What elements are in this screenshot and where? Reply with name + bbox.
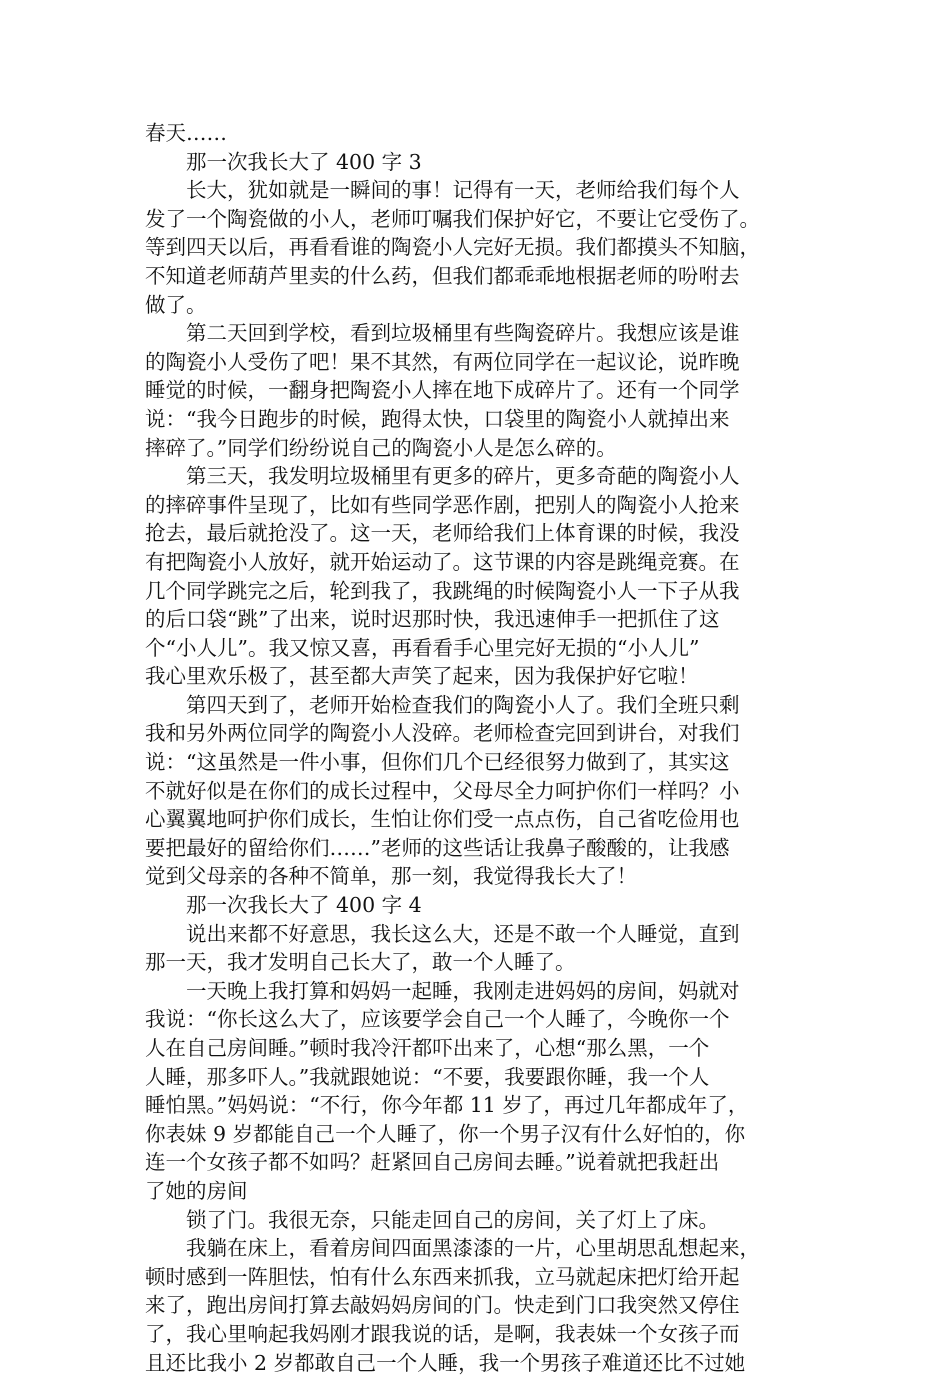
- section-heading: 那一次我长大了 400 字 3: [186, 149, 422, 174]
- text-line: 我说：“你长这么大了，应该要学会自己一个人睡了，今晚你一个: [145, 1007, 730, 1032]
- text-line: 第二天回到学校，看到垃圾桶里有些陶瓷碎片。我想应该是谁: [186, 321, 740, 346]
- text-line: 第三天，我发明垃圾桶里有更多的碎片，更多奇葩的陶瓷小人: [186, 464, 740, 489]
- text-line: 不就好似是在你们的成长过程中，父母尽全力呵护你们一样吗？小: [145, 778, 740, 803]
- text-line: 几个同学跳完之后，轮到我了，我跳绳的时候陶瓷小人一下子从我: [145, 578, 740, 603]
- text-line: 且还比我小 2 岁都敢自己一个人睡，我一个男孩子难道还比不过她: [145, 1350, 746, 1375]
- text-line: 有把陶瓷小人放好，就开始运动了。这节课的内容是跳绳竞赛。在: [145, 549, 740, 574]
- text-line: 一天晚上我打算和妈妈一起睡，我刚走进妈妈的房间，妈就对: [186, 978, 740, 1003]
- text-line: 了她的房间: [145, 1178, 248, 1203]
- text-line: 你表妹 9 岁都能自己一个人睡了，你一个男子汉有什么好怕的，你: [145, 1121, 746, 1146]
- text-line: 第四天到了，老师开始检查我们的陶瓷小人了。我们全班只剩: [186, 692, 740, 717]
- text-line: 摔碎了。”同学们纷纷说自己的陶瓷小人是怎么碎的。: [145, 435, 617, 460]
- text-line: 春天……: [145, 121, 227, 145]
- text-line: 连一个女孩子都不如吗？赶紧回自己房间去睡。”说着就把我赶出: [145, 1150, 720, 1175]
- text-line: 觉到父母亲的各种不简单，那一刻，我觉得我长大了！: [145, 864, 637, 889]
- text-line: 的后口袋“跳”了出来，说时迟那时快，我迅速伸手一把抓住了这: [145, 607, 720, 632]
- text-line: 那一天，我才发明自己长大了，敢一个人睡了。: [145, 950, 576, 975]
- text-line: 睡觉的时候，一翻身把陶瓷小人摔在地下成碎片了。还有一个同学: [145, 378, 740, 403]
- text-line: 长大，犹如就是一瞬间的事！记得有一天，老师给我们每个人: [186, 178, 740, 203]
- text-line: 抢去，最后就抢没了。这一天，老师给我们上体育课的时候，我没: [145, 521, 740, 546]
- text-line: 人睡，那多吓人。”我就跟她说：“不要，我要跟你睡，我一个人: [145, 1064, 710, 1089]
- text-line: 我和另外两位同学的陶瓷小人没碎。老师检查完回到讲台，对我们: [145, 721, 740, 746]
- text-line: 睡怕黑。”妈妈说：“不行，你今年都 11 岁了，再过几年都成年了，: [145, 1093, 749, 1118]
- text-line: 发了一个陶瓷做的小人，老师叮嘱我们保护好它，不要让它受伤了。: [145, 206, 760, 231]
- text-line: 我心里欢乐极了，甚至都大声笑了起来，因为我保护好它啦！: [145, 664, 699, 689]
- section-heading: 那一次我长大了 400 字 4: [186, 893, 422, 918]
- text-line: 人在自己房间睡。”顿时我冷汗都吓出来了，心想“那么黑，一个: [145, 1036, 710, 1060]
- text-line: 我躺在床上，看着房间四面黑漆漆的一片，心里胡思乱想起来，: [186, 1236, 760, 1261]
- text-line: 说：“我今日跑步的时候，跑得太快，口袋里的陶瓷小人就掉出来: [145, 406, 730, 431]
- text-line: 的摔碎事件呈现了，比如有些同学恶作剧，把别人的陶瓷小人抢来: [145, 492, 740, 517]
- text-line: 来了，跑出房间打算去敲妈妈房间的门。快走到门口我突然又停住: [145, 1293, 740, 1318]
- text-line: 做了。: [145, 292, 207, 317]
- text-line: 了，我心里响起我妈刚才跟我说的话，是啊，我表妹一个女孩子而: [145, 1321, 740, 1346]
- text-line: 要把最好的留给你们……”老师的这些话让我鼻子酸酸的，让我感: [145, 835, 730, 860]
- text-line: 锁了门。我很无奈，只能走回自己的房间，关了灯上了床。: [186, 1207, 719, 1232]
- text-line: 不知道老师葫芦里卖的什么药，但我们都乖乖地根据老师的吩咐去: [145, 263, 740, 288]
- text-line: 的陶瓷小人受伤了吧！果不其然，有两位同学在一起议论，说昨晚: [145, 349, 740, 374]
- text-line: 个“小人儿”。我又惊又喜，再看看手心里完好无损的“小人儿”: [145, 635, 700, 660]
- text-line: 说：“这虽然是一件小事，但你们几个已经很努力做到了，其实这: [145, 750, 730, 775]
- text-line: 说出来都不好意思，我长这么大，还是不敢一个人睡觉，直到: [186, 921, 740, 946]
- text-line: 顿时感到一阵胆怯，怕有什么东西来抓我，立马就起床把灯给开起: [145, 1264, 740, 1289]
- document-page: [145, 119, 807, 1377]
- text-line: 等到四天以后，再看看谁的陶瓷小人完好无损。我们都摸头不知脑，: [145, 235, 760, 260]
- text-line: 心翼翼地呵护你们成长，生怕让你们受一点点伤，自己省吃俭用也: [145, 807, 740, 832]
